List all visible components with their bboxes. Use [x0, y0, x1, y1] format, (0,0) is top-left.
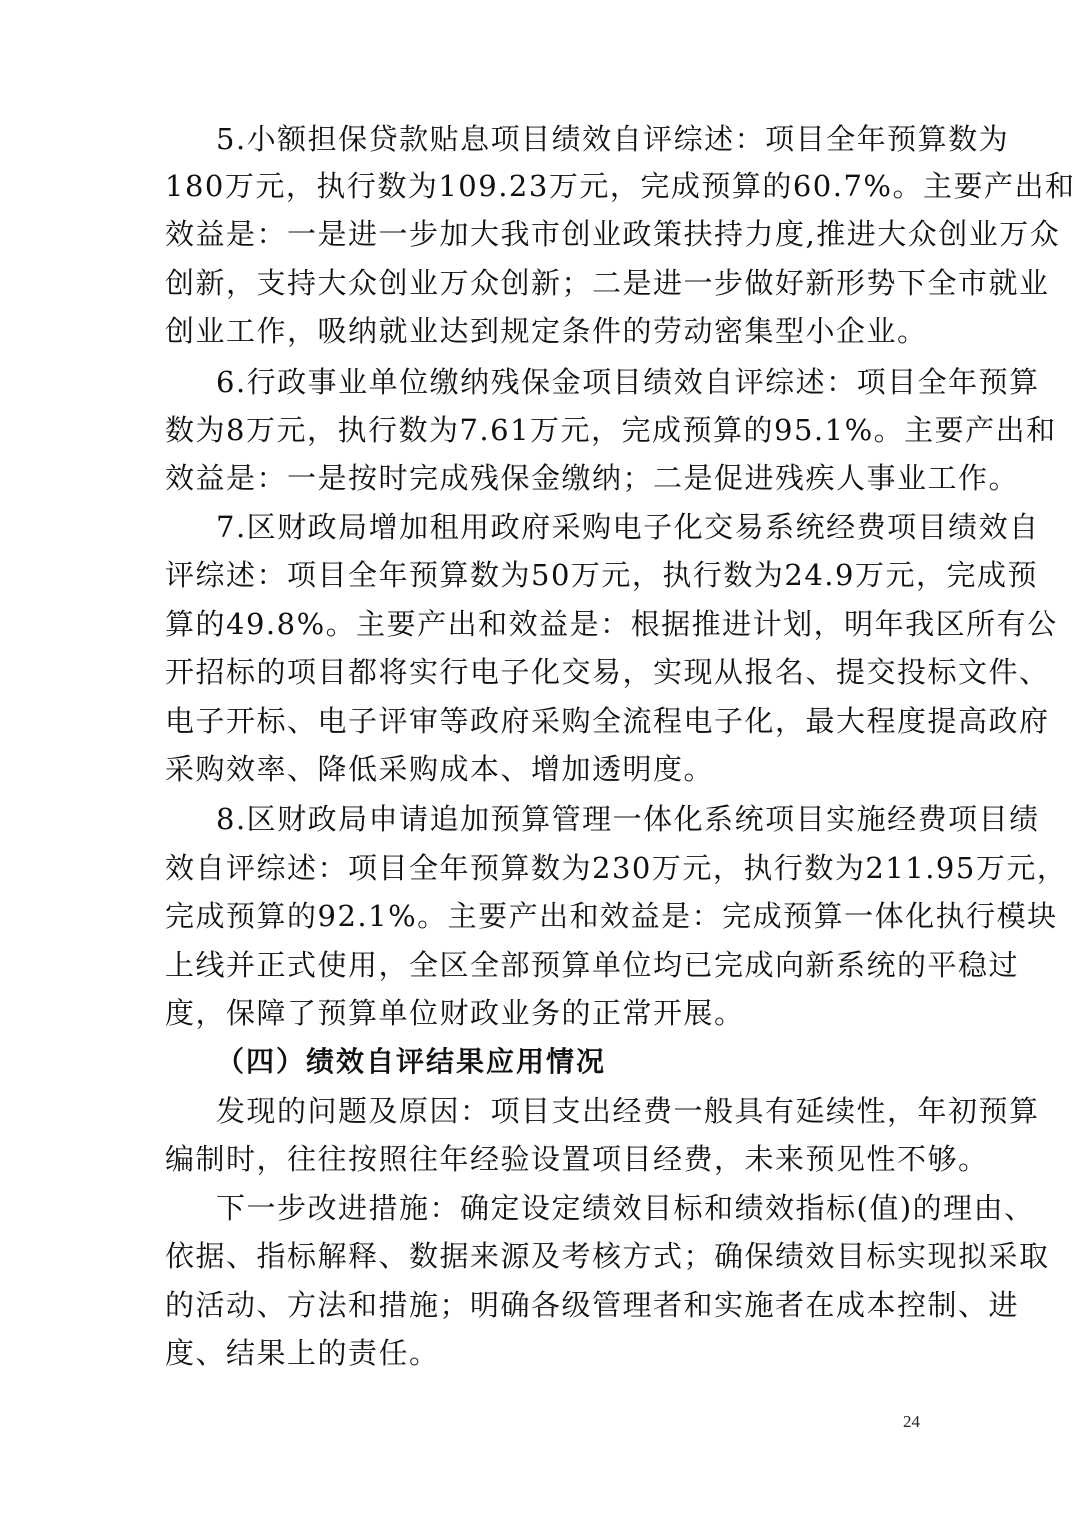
page-number: 24 — [903, 1412, 920, 1431]
paragraph-8-line-3: 完成预算的92.1%。主要产出和效益是：完成预算一体化执行模块 — [165, 899, 1058, 933]
paragraph-6-line-3: 效益是：一是按时完成残保金缴纳；二是促进残疾人事业工作。 — [165, 461, 1020, 495]
measures-line-2: 依据、指标解释、数据来源及考核方式；确保绩效目标实现拟采取 — [165, 1239, 1050, 1273]
paragraph-5-line-2: 180万元，执行数为109.23万元，完成预算的60.7%。主要产出和 — [165, 169, 1075, 203]
section-heading: （四）绩效自评结果应用情况 — [216, 1045, 607, 1078]
measures-line-4: 度、结果上的责任。 — [165, 1336, 440, 1370]
paragraph-6-line-1: 6.行政事业单位缴纳残保金项目绩效自评综述：项目全年预算 — [216, 365, 1040, 399]
paragraph-8-line-4: 上线并正式使用，全区全部预算单位均已完成向新系统的平稳过 — [165, 948, 1020, 982]
paragraph-7-line-6: 采购效率、降低采购成本、增加透明度。 — [165, 752, 715, 786]
problems-line-1: 发现的问题及原因：项目支出经费一般具有延续性，年初预算 — [216, 1094, 1040, 1128]
measures-line-1: 下一步改进措施：确定设定绩效目标和绩效指标(值)的理由、 — [216, 1191, 1035, 1225]
paragraph-6-line-2: 数为8万元，执行数为7.61万元，完成预算的95.1%。主要产出和 — [165, 413, 1057, 447]
measures-line-3: 的活动、方法和措施；明确各级管理者和实施者在成本控制、进 — [165, 1288, 1020, 1322]
paragraph-8-line-5: 度，保障了预算单位财政业务的正常开展。 — [165, 996, 745, 1030]
paragraph-8-line-2: 效自评综述：项目全年预算数为230万元，执行数为211.95万元， — [165, 851, 1068, 885]
paragraph-5-line-1: 5.小额担保贷款贴息项目绩效自评综述：项目全年预算数为 — [216, 122, 1010, 156]
problems-line-2: 编制时，往往按照往年经验设置项目经费，未来预见性不够。 — [165, 1142, 989, 1176]
paragraph-5-line-4: 创新，支持大众创业万众创新；二是进一步做好新形势下全市就业 — [165, 266, 1050, 300]
paragraph-7-line-3: 算的49.8%。主要产出和效益是：根据推进计划，明年我区所有公 — [165, 607, 1058, 641]
paragraph-7-line-5: 电子开标、电子评审等政府采购全流程电子化，最大程度提高政府 — [165, 704, 1050, 738]
paragraph-7-line-2: 评综述：项目全年预算数为50万元，执行数为24.9万元，完成预 — [165, 558, 1038, 592]
paragraph-7-line-1: 7.区财政局增加租用政府采购电子化交易系统经费项目绩效自 — [216, 510, 1040, 544]
paragraph-7-line-4: 开招标的项目都将实行电子化交易，实现从报名、提交投标文件、 — [165, 655, 1050, 689]
paragraph-5-line-3: 效益是：一是进一步加大我市创业政策扶持力度,推进大众创业万众 — [165, 217, 1061, 251]
paragraph-5-line-5: 创业工作，吸纳就业达到规定条件的劳动密集型小企业。 — [165, 314, 928, 348]
paragraph-8-line-1: 8.区财政局申请追加预算管理一体化系统项目实施经费项目绩 — [216, 802, 1040, 836]
